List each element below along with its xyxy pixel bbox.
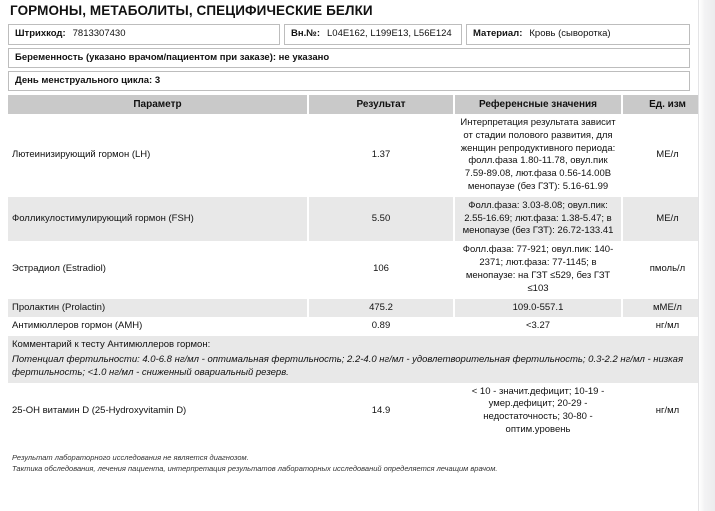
row-parameter: 25-ОН витамин D (25-Hydroxyvitamin D) <box>8 383 308 440</box>
table-row <box>8 241 712 298</box>
header-info-row <box>8 24 690 45</box>
internal-number-field <box>284 24 462 45</box>
table-row <box>8 317 712 336</box>
row-parameter: Антимюллеров гормон (AMH) <box>8 317 308 336</box>
table-row <box>8 383 712 440</box>
test-comment-cell <box>8 336 712 382</box>
row-reference: 109.0-557.1 <box>454 299 622 318</box>
comment-body: Потенциал фертильности: 4.0-6.8 нг/мл - оптимальная фертильность; 2.2-4.0 нг/мл - удовлетворительная фертильность; 0.3-2.2 нг/мл - низкая фертильность; <1.0 нг/мл - сниженный овариальный резерв. <box>12 353 684 378</box>
row-parameter: Эстрадиол (Estradiol) <box>8 241 308 298</box>
row-result: 475.2 <box>308 299 454 318</box>
internal-number-value: L04E162, L199E13, L56E124 <box>327 27 452 39</box>
cycle-day-info-bar: День менструального цикла: 3 <box>8 71 690 91</box>
test-comment-row <box>8 336 712 382</box>
column-header-unit: Ед. изм <box>622 95 712 114</box>
row-reference: Фолл.фаза: 77-921; овул.пик: 140-2371; лют.фаза: 77-1145; в менопаузе: на ГЗТ ≤529, без ГЗТ ≤103 <box>454 241 622 298</box>
row-reference: <3.27 <box>454 317 622 336</box>
disclaimer-line-2: Тактика обследования, лечения пациента, интерпретация результатов лабораторных исследований определяется лечащим врачом. <box>12 464 498 474</box>
table-row <box>8 299 712 318</box>
pregnancy-info-bar: Беременность (указано врачом/пациентом при заказе): не указано <box>8 48 690 68</box>
row-result: 14.9 <box>308 383 454 440</box>
table-row <box>8 197 712 241</box>
material-field <box>466 24 690 45</box>
row-unit: нг/мл <box>622 317 712 336</box>
row-result: 5.50 <box>308 197 454 241</box>
row-result: 106 <box>308 241 454 298</box>
column-header-reference: Референсные значения <box>454 95 622 114</box>
results-table <box>8 95 712 440</box>
disclaimer <box>8 452 690 475</box>
table-row <box>8 114 712 197</box>
row-parameter: Пролактин (Prolactin) <box>8 299 308 318</box>
table-header-row <box>8 95 712 114</box>
page-title: ГОРМОНЫ, МЕТАБОЛИТЫ, СПЕЦИФИЧЕСКИЕ БЕЛКИ <box>10 3 373 18</box>
barcode-field <box>8 24 280 45</box>
row-parameter: Фолликулостимулирующий гормон (FSH) <box>8 197 308 241</box>
row-reference: < 10 - значит.дефицит; 10-19 - умер.дефицит; 20-29 - недостаточность; 30-80 - оптим.уровень <box>454 383 622 440</box>
row-reference: Фолл.фаза: 3.03-8.08; овул.пик: 2.55-16.69; лют.фаза: 1.38-5.47; в менопаузе (без ГЗТ): 26.72-133.41 <box>454 197 622 241</box>
disclaimer-line-1: Результат лабораторного исследования не является диагнозом. <box>12 452 249 462</box>
internal-number-label: Вн.№: <box>291 27 320 39</box>
column-header-parameter: Параметр <box>8 95 308 114</box>
row-unit: пмоль/л <box>622 241 712 298</box>
row-result: 0.89 <box>308 317 454 336</box>
row-unit: нг/мл <box>622 383 712 440</box>
barcode-value: 7813307430 <box>72 27 126 39</box>
row-reference: Интерпретация результата зависит от стадии полового развития, для женщин репродуктивного периода: фолл.фаза 1.80-11.78, овул.пик 7.59-89.08, лют.фаза 0.56-14.00В менопаузе (без ГЗТ): 5.16-61.99 <box>454 114 622 197</box>
material-label: Материал: <box>473 27 523 39</box>
row-parameter: Лютеинизирующий гормон (LH) <box>8 114 308 197</box>
column-header-result: Результат <box>308 95 454 114</box>
page-right-margin <box>698 0 715 511</box>
material-value: Кровь (сыворотка) <box>529 27 611 39</box>
row-result: 1.37 <box>308 114 454 197</box>
row-unit: МЕ/л <box>622 197 712 241</box>
comment-title: Комментарий к тесту Антимюллеров гормон: <box>12 339 211 351</box>
row-unit: МЕ/л <box>622 114 712 197</box>
barcode-label: Штрихкод: <box>15 27 66 39</box>
row-unit: мМЕ/л <box>622 299 712 318</box>
